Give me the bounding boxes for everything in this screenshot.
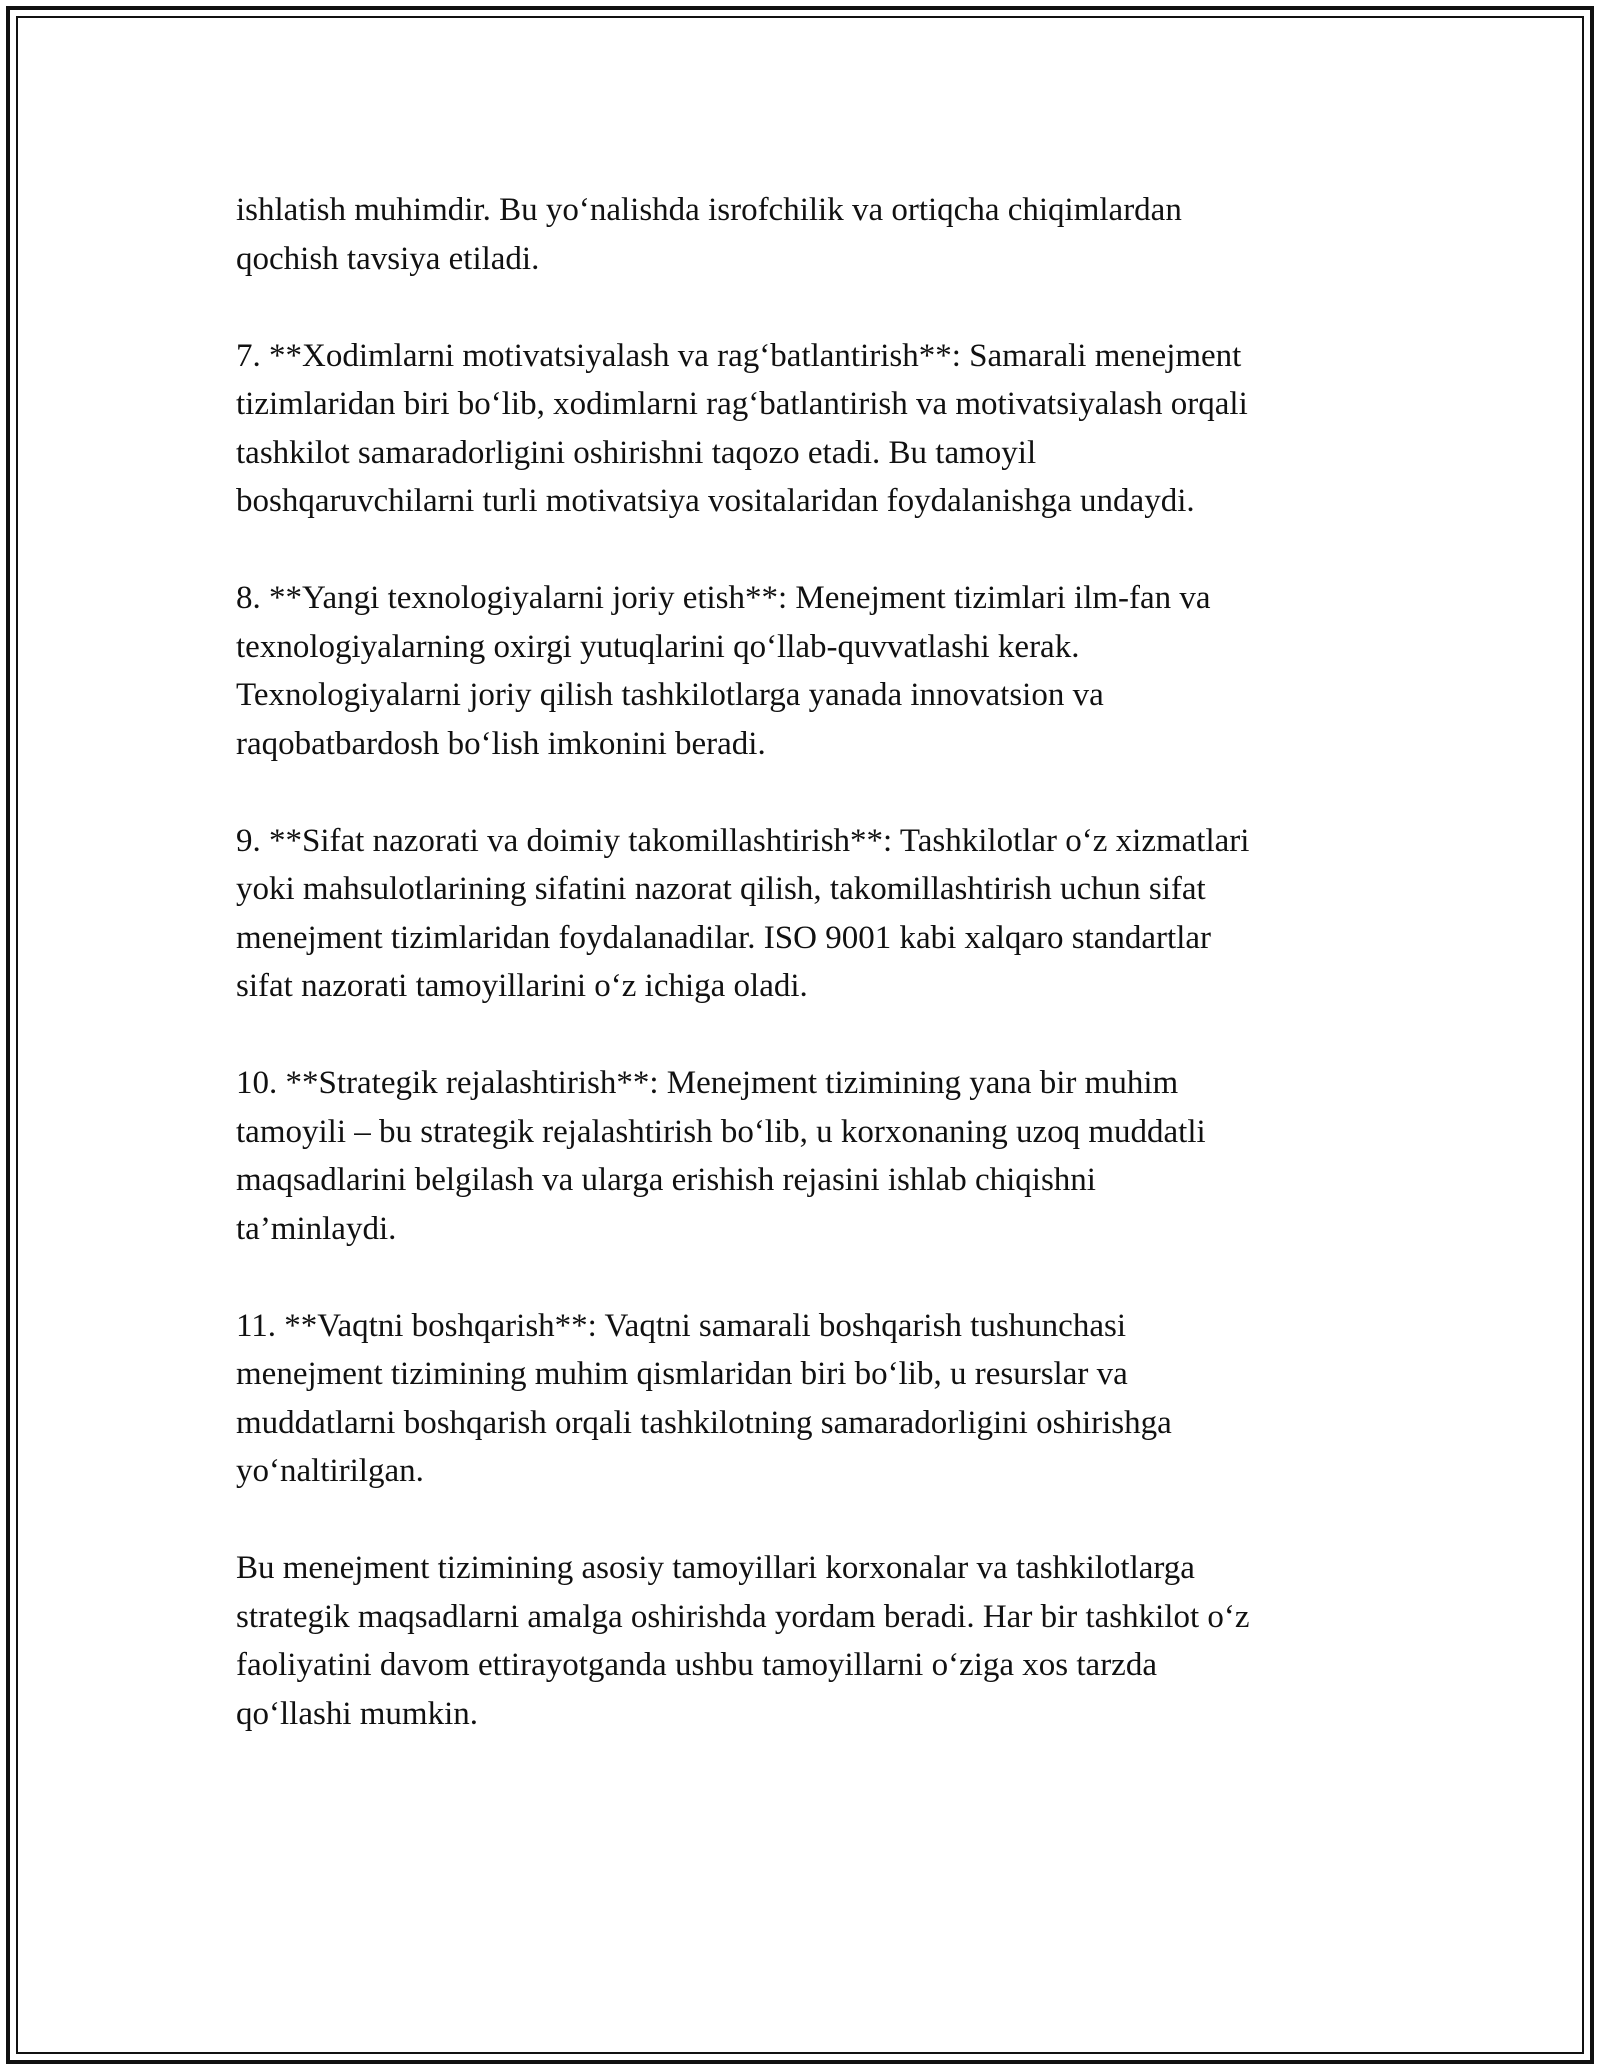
document-body xyxy=(236,186,1406,1787)
paragraph-item-10: 10. **Strategik rejalashtirish**: Menejment tizimining yana bir muhim tamoyili – bu strategik rejalashtirish bo‘lib, u korxonaning uzoq muddatli maqsadlarini belgilash va ularga erishish rejasini ishlab chiqishni ta’minlaydi. xyxy=(236,1065,1206,1247)
paragraph-item-11: 11. **Vaqtni boshqarish**: Vaqtni samarali boshqarish tushunchasi menejment tizimining muhim qismlaridan biri bo‘lib, u resurslar va muddatlarni boshqarish orqali tashkilotning samaradorligini oshirishga yo‘naltirilgan. xyxy=(236,1307,1172,1489)
paragraph-conclusion: Bu menejment tizimining asosiy tamoyillari korxonalar va tashkilotlarga strategik maqsadlarni amalga oshirishda yordam beradi. Har bir tashkilot o‘z faoliyatini davom ettirayotganda ushbu tamoyillarni o‘ziga xos tarzda qo‘llashi mumkin. xyxy=(236,1550,1250,1732)
paragraph-continuation: ishlatish muhimdir. Bu yo‘nalishda isrofchilik va ortiqcha chiqimlardan qochish tavsiya etiladi. xyxy=(236,192,1182,277)
paragraph-item-8: 8. **Yangi texnologiyalarni joriy etish**: Menejment tizimlari ilm-fan va texnologiyalarning oxirgi yutuqlarini qo‘llab-quvvatlashi kerak. Texnologiyalarni joriy qilish tashkilotlarga yanada innovatsion va raqobatbardosh bo‘lish imkonini beradi. xyxy=(236,580,1211,762)
paragraph-item-9: 9. **Sifat nazorati va doimiy takomillashtirish**: Tashkilotlar o‘z xizmatlari yoki mahsulotlarining sifatini nazorat qilish, takomillashtirish uchun sifat menejment tizimlaridan foydalanadilar. ISO 9001 kabi xalqaro standartlar sifat nazorati tamoyillarini o‘z ichiga oladi. xyxy=(236,822,1250,1004)
paragraph-item-7: 7. **Xodimlarni motivatsiyalash va rag‘batlantirish**: Samarali menejment tizimlaridan biri bo‘lib, xodimlarni rag‘batlantirish va motivatsiyalash orqali tashkilot samaradorligini oshirishni taqozo etadi. Bu tamoyil boshqaruvchilarni turli motivatsiya vositalaridan foydalanishga undaydi. xyxy=(236,337,1248,519)
